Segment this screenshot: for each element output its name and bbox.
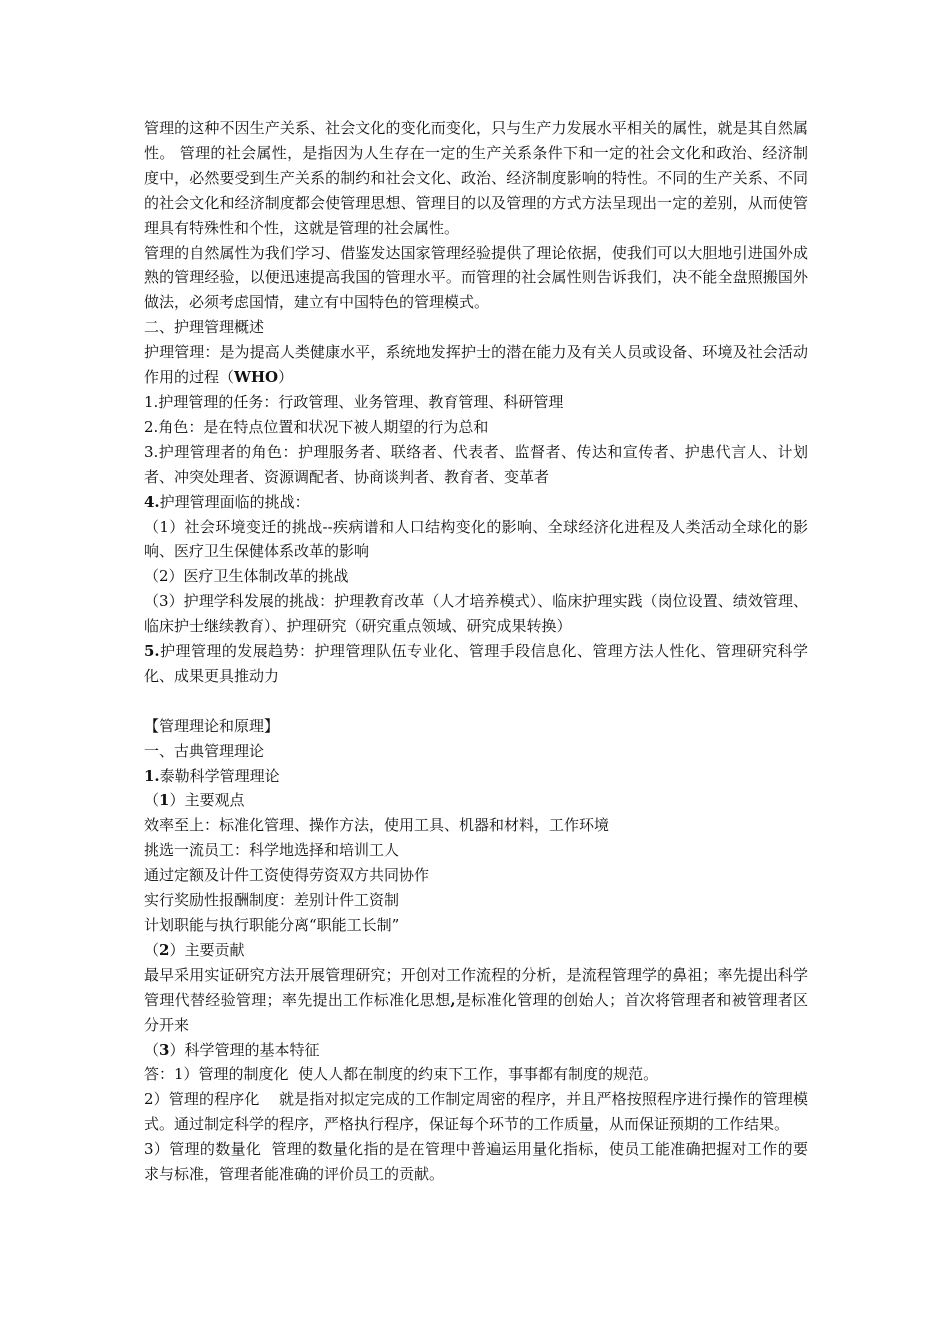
item-text: 护理管理者的角色：护理服务者、联络者、代表者、监督者、传达和宣传者、护患代言人、计划者、冲突处理者、资源调配者、协商谈判者、教育者、变革者 [144,442,808,486]
list-item-manager-roles [144,440,808,490]
view-piece-rate: 通过定额及计件工资使得劳资双方共同协作 [144,866,430,885]
list-item-role [144,415,808,440]
item-text: 护理管理的任务：行政管理、业务管理、教育管理、科研管理 [158,392,564,411]
blank-line [144,689,808,714]
sub-title: ）科学管理的基本特征 [169,1040,320,1059]
paren-open: （ [144,1040,160,1059]
view-efficiency: 效率至上：标准化管理、操作方法，使用工具、机器和材料，工作环境 [144,816,610,835]
item-text: 泰勒科学管理理论 [159,766,280,785]
item-text: 护理管理面临的挑战： [159,492,310,511]
answer-institutionalization: 答：1）管理的制度化 使人人都在制度的约束下工作，事事都有制度的规范。 [144,1065,659,1084]
contributions-part-a: 最早采用实证研究方法开展管理研究；开创对工作流程的分析，是流程管理学的鼻祖；率先提出科学管理代替经验管理；率先提出工作标准化思想 [144,965,808,1009]
answer-procedure: 2）管理的程序化 就是指对拟定完成的工作制定周密的程序，并且严格按照程序进行操作的管理模式。通过制定科学的程序，严格执行程序，保证每个环节的工作质量，从而保证预期的工作结果。 [144,1090,808,1134]
item-number: 2. [144,417,159,436]
item-number: 4. [144,492,160,511]
subheading-characteristics [144,1038,808,1063]
paragraph-implications: 管理的自然属性为我们学习、借鉴发达国家管理经验提供了理论依据，使我们可以大胆地引进国外成熟的管理经验，以便迅速提高我国的管理水平。而管理的社会属性则告诉我们，决不能全盘照搬国外做法，必须考虑国情，建立有中国特色的管理模式。 [144,243,808,312]
item-text: 角色：是在特点位置和状况下被人期望的行为总和 [158,417,489,436]
item-text: 护理管理的发展趋势：护理管理队伍专业化、管理手段信息化、管理方法人性化、管理研究科学化、成果更具推动力 [144,642,808,685]
sub-number: 1 [159,791,170,810]
paragraph-attributes: 管理的这种不因生产关系、社会文化的变化而变化，只与生产力发展水平相关的属性，就是其自然属性。 管理的社会属性，是指因为人生存在一定的生产关系条件下和一定的社会文化和政治、经济制度中，必然要受到生产关系的制约和社会文化、政治、经济制度影响的特性。不同的生产关系、不同的社会文化和经济制度都会使管理思想、管理目的以及管理的方式方法呈现出一定的差别，从而使管理具有特殊性和个性，这就是管理的社会属性。 [144,119,808,237]
subheading-contributions [144,938,808,963]
document-body [144,116,808,1187]
sub-title: ）主要贡献 [169,940,245,959]
answer-quantification: 3）管理的数量化 管理的数量化指的是在管理中普遍运用量化指标，使员工能准确把握对工作的要求与标准，管理者能准确的评价员工的贡献。 [144,1140,808,1184]
list-item-trends [144,639,808,689]
sub-number: 2 [159,940,170,959]
contributions-text [144,963,808,1038]
challenge-discipline-development: （3）护理学科发展的挑战：护理教育改革（人才培养模式）、临床护理实践（岗位设置、绩效管理、临床护士继续教育）、护理研究（研究重点领域、研究成果转换） [144,592,808,636]
item-number: 1. [144,766,160,785]
definition-end: ） [278,368,294,387]
definition-text: 护理管理：是为提高人类健康水平，系统地发挥护士的潜在能力及有关人员或设备、环境及社会活动作用的过程（ [144,343,808,387]
who-abbrev: WHO [234,368,279,387]
nursing-management-definition [144,340,808,390]
subheading-taylor [144,764,808,789]
section-heading-classic-theory: 一、古典管理理论 [144,741,265,760]
challenge-social-environment: （1）社会环境变迁的挑战--疾病谱和人口结构变化的影响、全球经济化进程及人类活动全球化的影响、医疗卫生保健体系改革的影响 [144,517,808,561]
item-number: 3. [144,442,159,461]
paren-open: （ [144,940,160,959]
view-select-workers: 挑选一流员工：科学地选择和培训工人 [144,841,400,860]
list-item-tasks [144,390,808,415]
comma: , [450,990,456,1009]
item-number: 5. [144,642,160,661]
section-heading-theory: 【管理理论和原理】 [144,716,280,735]
view-incentive: 实行奖励性报酬制度：差别计件工资制 [144,891,400,910]
contributions-part-b: 是标准化管理的创始人；首次将管理者和被管理者区分开来 [144,990,808,1034]
section-heading-nursing-management: 二、护理管理概述 [144,318,265,337]
item-number: 1. [144,392,159,411]
sub-number: 3 [159,1040,170,1059]
sub-title: ）主要观点 [169,791,245,810]
paren-open: （ [144,791,160,810]
challenge-health-reform: （2）医疗卫生体制改革的挑战 [144,567,349,586]
list-item-challenges [144,490,808,515]
view-functional-foreman: 计划职能与执行职能分离“职能工长制” [144,915,400,934]
subheading-main-views [144,788,808,813]
